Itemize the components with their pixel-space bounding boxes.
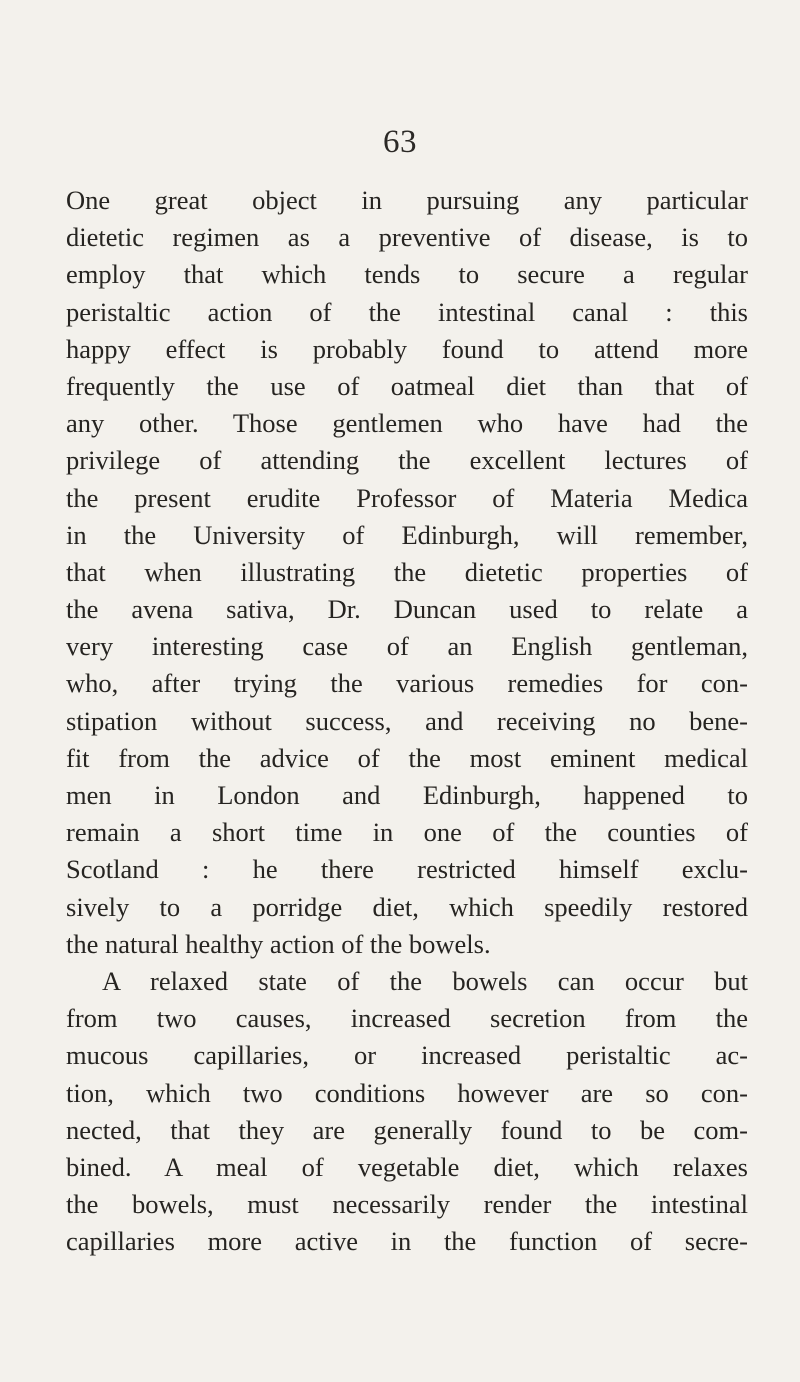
text-line: employ that which tends to secure a regular bbox=[66, 259, 748, 290]
text-line: very interesting case of an English gentleman, bbox=[66, 631, 748, 662]
text-line: the natural healthy action of the bowels. bbox=[66, 928, 491, 959]
text-line: mucous capillaries, or increased peristaltic ac- bbox=[66, 1040, 748, 1071]
text-line: that when illustrating the dietetic properties of bbox=[66, 556, 748, 587]
text-line: privilege of attending the excellent lectures of bbox=[66, 445, 748, 476]
text-line: happy effect is probably found to attend more bbox=[66, 333, 748, 364]
text-line: tion, which two conditions however are so con- bbox=[66, 1077, 748, 1108]
paragraph-2 bbox=[66, 963, 748, 1261]
text-line: bined. A meal of vegetable diet, which relaxes bbox=[66, 1151, 748, 1182]
text-line: stipation without success, and receiving no bene- bbox=[66, 705, 748, 736]
text-line: Scotland : he there restricted himself exclu- bbox=[66, 854, 748, 885]
text-line: dietetic regimen as a preventive of disease, is to bbox=[66, 222, 748, 253]
text-line: the bowels, must necessarily render the intestinal bbox=[66, 1189, 748, 1220]
text-line: in the University of Edinburgh, will remember, bbox=[66, 519, 748, 550]
text-line: any other. Those gentlemen who have had the bbox=[66, 408, 748, 439]
text-line: men in London and Edinburgh, happened to bbox=[66, 780, 748, 810]
text-line: fit from the advice of the most eminent medical bbox=[66, 742, 748, 773]
paragraph-1 bbox=[66, 182, 748, 963]
text-line: the present erudite Professor of Materia Medica bbox=[66, 482, 748, 513]
text-line: frequently the use of oatmeal diet than that of bbox=[66, 370, 748, 401]
text-line: sively to a porridge diet, which speedily restored bbox=[66, 891, 748, 922]
text-line: remain a short time in one of the counties of bbox=[66, 817, 748, 848]
page-number: 63 bbox=[383, 124, 417, 160]
body-text bbox=[66, 182, 748, 1260]
text-line: capillaries more active in the function of secre- bbox=[66, 1226, 748, 1257]
text-line: One great object in pursuing any particular bbox=[66, 185, 748, 215]
text-line: the avena sativa, Dr. Duncan used to relate a bbox=[66, 594, 748, 625]
text-line: who, after trying the various remedies for con- bbox=[66, 668, 748, 699]
text-line: from two causes, increased secretion from the bbox=[66, 1003, 748, 1034]
text-line: nected, that they are generally found to be com- bbox=[66, 1114, 748, 1145]
text-line: A relaxed state of the bowels can occur but bbox=[102, 965, 748, 996]
text-line: peristaltic action of the intestinal canal : this bbox=[66, 296, 748, 327]
